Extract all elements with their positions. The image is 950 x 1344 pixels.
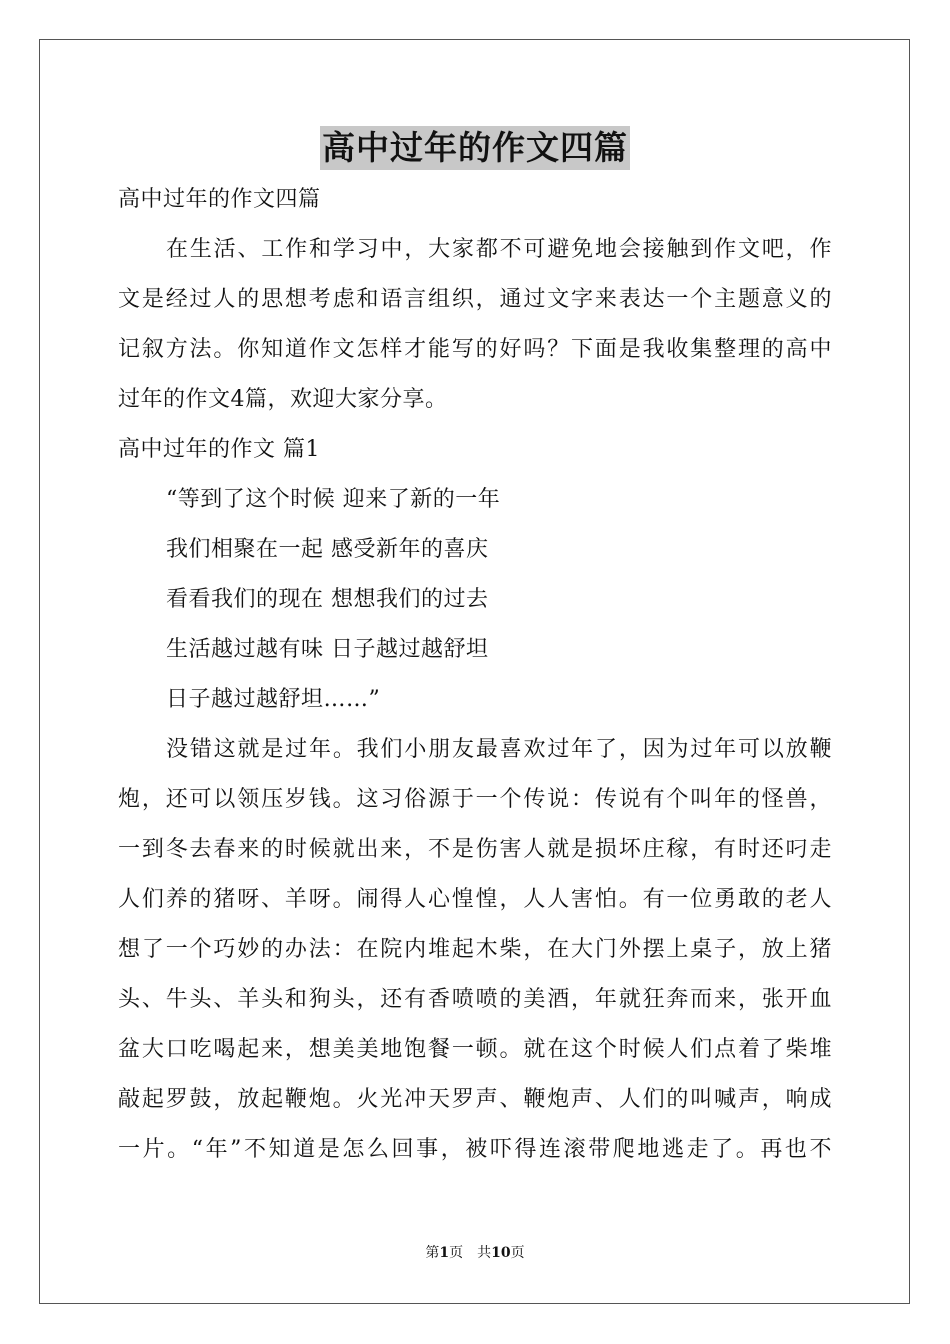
- body-line: 炮，还可以领压岁钱。这习俗源于一个传说：传说有个叫年的怪兽，: [118, 787, 832, 812]
- subtitle: 高中过年的作文四篇: [118, 187, 321, 212]
- document-title: 高中过年的作文四篇: [320, 126, 630, 170]
- poem-line: “等到了这个时候 迎来了新的一年: [166, 487, 501, 512]
- body-line: 敲起罗鼓，放起鞭炮。火光冲天罗声、鞭炮声、人们的叫喊声，响成: [118, 1087, 832, 1112]
- intro-line: 过年的作文4篇，欢迎大家分享。: [118, 387, 448, 412]
- intro-line: 在生活、工作和学习中，大家都不可避免地会接触到作文吧，作: [166, 237, 832, 262]
- body-line: 人们养的猪呀、羊呀。闹得人心惶惶，人人害怕。有一位勇敢的老人: [118, 887, 832, 912]
- section-heading: 高中过年的作文 篇1: [118, 437, 320, 462]
- title-block: [0, 126, 950, 170]
- body-line: 一到冬去春来的时候就出来，不是伤害人就是损坏庄稼，有时还叼走: [118, 837, 832, 862]
- footer-mid: 页 共: [449, 1245, 492, 1261]
- document-body: [118, 180, 832, 1180]
- poem-line: 看看我们的现在 想想我们的过去: [166, 587, 489, 612]
- footer-prefix: 第: [425, 1245, 440, 1261]
- body-line: 想了一个巧妙的办法：在院内堆起木柴，在大门外摆上桌子，放上猪: [118, 937, 832, 962]
- poem-line: 日子越过越舒坦……”: [166, 687, 381, 712]
- body-line: 头、牛头、羊头和狗头，还有香喷喷的美酒，年就狂奔而来，张开血: [118, 987, 832, 1012]
- intro-line: 记叙方法。你知道作文怎样才能写的好吗？下面是我收集整理的高中: [118, 337, 832, 362]
- body-line: 盆大口吃喝起来，想美美地饱餐一顿。就在这个时候人们点着了柴堆: [118, 1037, 832, 1062]
- intro-line: 文是经过人的思想考虑和语言组织，通过文字来表达一个主题意义的: [118, 287, 832, 312]
- page-footer: [0, 1243, 950, 1263]
- poem-line: 生活越过越有味 日子越过越舒坦: [166, 637, 489, 662]
- poem-line: 我们相聚在一起 感受新年的喜庆: [166, 537, 489, 562]
- body-line: 一片。“年”不知道是怎么回事，被吓得连滚带爬地逃走了。再也不: [118, 1137, 832, 1162]
- footer-page-number: 1: [439, 1245, 450, 1261]
- footer-total-pages: 10: [491, 1245, 511, 1261]
- body-line: 没错这就是过年。我们小朋友最喜欢过年了，因为过年可以放鞭: [166, 737, 832, 762]
- footer-suffix: 页: [510, 1245, 525, 1261]
